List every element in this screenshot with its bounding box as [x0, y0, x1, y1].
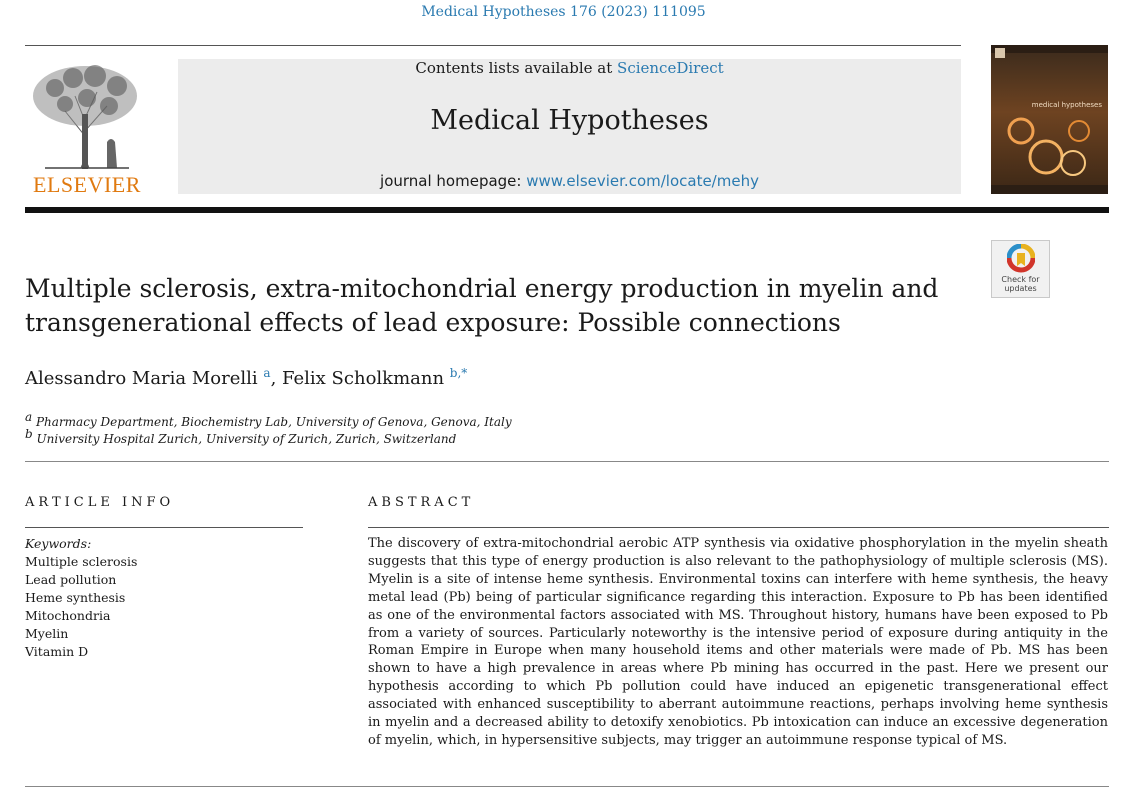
- cover-title: medical hypotheses: [1031, 101, 1102, 109]
- contents-prefix: Contents lists available at: [415, 59, 618, 77]
- publisher-name: ELSEVIER: [33, 172, 141, 197]
- journal-banner: [178, 59, 961, 194]
- journal-citation[interactable]: Medical Hypotheses 176 (2023) 111095: [421, 4, 706, 20]
- check-updates-icon: [1007, 244, 1035, 274]
- author-separator: ,: [270, 368, 283, 389]
- section-rule: [25, 461, 1109, 462]
- check-for-updates-button[interactable]: [991, 240, 1050, 298]
- keyword-item: Lead pollution: [25, 572, 117, 587]
- journal-cover-image[interactable]: [991, 45, 1108, 194]
- affiliation-mark: a: [25, 410, 33, 424]
- keyword-item: Vitamin D: [25, 644, 89, 659]
- author-name[interactable]: Alessandro Maria Morelli: [25, 368, 258, 389]
- affiliation-b: [25, 427, 456, 446]
- check-line2: updates: [1004, 284, 1037, 293]
- article-title: Multiple sclerosis, extra-mitochondrial energy production in myelin and transgenerational effects of lead exposure: Possible connections: [25, 274, 939, 337]
- author-name[interactable]: Felix Scholkmann: [282, 368, 445, 389]
- journal-title: Medical Hypotheses: [430, 105, 709, 136]
- abstract-body: The discovery of extra-mitochondrial aerobic ATP synthesis via oxidative phosphorylation in the myelin sheath suggests that this type of energy production is also relevant to the pathophysiology of multiple sclerosis (MS). Myelin is a site of intense heme synthesis. Environmental toxins can interfere with heme synthesis, the heavy metal lead (Pb) being of particular significance regarding this interaction. Exposure to Pb has been identified as one of the environmental factors associated with MS. Throughout history, humans have been exposed to Pb from a variety of sources. Particularly noteworthy is the intensive period of exposure during antiquity in the Roman Empire in Europe when many household items and other materials were made of Pb. MS has been shown to have a high prevalence in areas where Pb mining has occurred in the past. Here we present our hypothesis according to which Pb pollution could have induced an epigenetic transgenerational effect associated with enhanced susceptibility to aberrant autoimmune reactions, perhaps involving heme synthesis in myelin and a decreased ability to detoxify xenobiotics. Pb intoxication can induce an excessive degeneration of myelin, which, in hypersensitive subjects, may trigger an autoimmune response typical of MS.: [368, 536, 1108, 748]
- homepage-prefix: journal homepage:: [380, 172, 527, 190]
- abstract-heading: ABSTRACT: [368, 495, 475, 510]
- top-rule: [25, 45, 961, 46]
- header-thick-rule: [25, 207, 1109, 213]
- sciencedirect-link[interactable]: ScienceDirect: [617, 59, 724, 77]
- affiliation-text: Pharmacy Department, Biochemistry Lab, University of Genova, Genova, Italy: [35, 415, 512, 429]
- check-updates-label: [992, 275, 1049, 293]
- author-affiliation-mark[interactable]: a: [263, 366, 271, 380]
- check-line1: Check for: [1001, 275, 1040, 284]
- keywords-label: Keywords:: [25, 536, 92, 551]
- bottom-rule: [25, 786, 1109, 787]
- article-info-heading: ARTICLE INFO: [25, 495, 175, 510]
- author-affiliation-mark[interactable]: b,*: [449, 366, 468, 380]
- contents-line: [178, 59, 961, 77]
- affiliation-mark: b: [25, 427, 33, 441]
- affiliation-text: University Hospital Zurich, University of Zurich, Zurich, Switzerland: [36, 432, 457, 446]
- cover-art-icon: [991, 45, 1108, 194]
- keyword-item: Myelin: [25, 626, 69, 641]
- keyword-item: Heme synthesis: [25, 590, 126, 605]
- keyword-list: [25, 553, 137, 661]
- homepage-line: [178, 172, 961, 190]
- keyword-item: Multiple sclerosis: [25, 554, 138, 569]
- author-list: [25, 366, 467, 389]
- abstract-rule: [368, 527, 1109, 528]
- article-info-rule: [25, 527, 303, 528]
- keyword-item: Mitochondria: [25, 608, 111, 623]
- journal-homepage-link[interactable]: www.elsevier.com/locate/mehy: [526, 172, 759, 190]
